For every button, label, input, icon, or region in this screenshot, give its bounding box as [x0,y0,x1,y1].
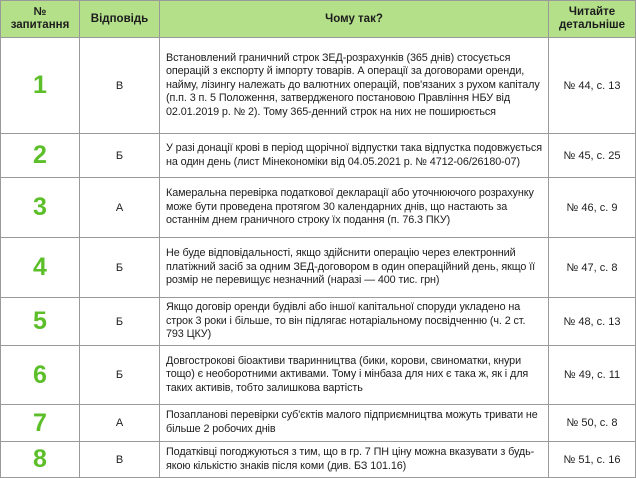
question-number: 5 [1,298,80,346]
answer-letter: А [80,405,160,442]
issue-reference: № 51, с. 16 [549,442,636,478]
table-row [1,178,636,238]
question-number: 7 [1,405,80,442]
answer-letter: В [80,38,160,134]
header-question-number: № запитання [1,1,80,38]
answer-letter: Б [80,238,160,298]
issue-reference: № 49, с. 11 [549,346,636,405]
answer-explanation: Встановлений граничний строк ЗЕД-розрахунків (365 днів) стосується операцій з експорту й імпорту товарів. А операції за договорами оренди, найму, лізингу належать до валютних операцій, пов'язаних з рухом капіталу (п.п. 3 п. 5 Положення, затвердженого постановою Правління НБУ від 02.01.2019 р. № 2). Тому 365-денний строк на них не поширюється [160,38,549,134]
header-why: Чому так? [160,1,549,38]
question-number: 1 [1,38,80,134]
answer-explanation: Якщо договір оренди будівлі або іншої капітальної споруди укладено на строк 3 роки і більше, то він підлягає нотаріальному посвідченню (ч. 2 ст. 793 ЦКУ) [160,298,549,346]
header-answer: Відповідь [80,1,160,38]
answer-letter: Б [80,346,160,405]
answer-explanation: Податківці погоджуються з тим, що в гр. 7 ПН ціну можна вказувати з будь-якою кількістю знаків після коми (див. БЗ 101.16) [160,442,549,478]
answer-explanation: Позапланові перевірки суб'єктів малого підприємництва можуть тривати не більше 2 робочих днів [160,405,549,442]
answer-explanation: Довгострокові біоактиви тваринництва (бики, корови, свиноматки, кнури тощо) є необоротними активами. Тому і мінбаза для них є така ж, як і для таких активів, тобто залишкова вартість [160,346,549,405]
question-number: 3 [1,178,80,238]
table-row [1,134,636,178]
question-number: 4 [1,238,80,298]
table-row [1,298,636,346]
table-row [1,346,636,405]
answer-explanation: Камеральна перевірка податкової декларації або уточнюючого розрахунку може бути проведена протягом 30 календарних днів, що настають за останнім днем граничного строку їх подання (п. 76.3 ПКУ) [160,178,549,238]
table-row [1,405,636,442]
answer-letter: Б [80,134,160,178]
table-row [1,442,636,478]
question-number: 8 [1,442,80,478]
question-number: 2 [1,134,80,178]
header-row [1,1,636,38]
answer-letter: А [80,178,160,238]
issue-reference: № 50, с. 8 [549,405,636,442]
answer-explanation: Не буде відповідальності, якщо здійснити операцію через електронний платіжний засіб за одним ЗЕД-договором в один операційний день, якщо її розмір не перевищує незначний (наразі — 400 тис. грн) [160,238,549,298]
header-read-more: Читайте детальніше [549,1,636,38]
answer-letter: В [80,442,160,478]
table-row [1,238,636,298]
issue-reference: № 47, с. 8 [549,238,636,298]
issue-reference: № 45, с. 25 [549,134,636,178]
issue-reference: № 44, с. 13 [549,38,636,134]
issue-reference: № 48, с. 13 [549,298,636,346]
issue-reference: № 46, с. 9 [549,178,636,238]
table-row [1,38,636,134]
answer-explanation: У разі донації крові в період щорічної відпустки така відпустка подовжується на один день (лист Мінекономіки від 04.05.2021 р. № 4712-06/26180-07) [160,134,549,178]
question-number: 6 [1,346,80,405]
answer-letter: Б [80,298,160,346]
